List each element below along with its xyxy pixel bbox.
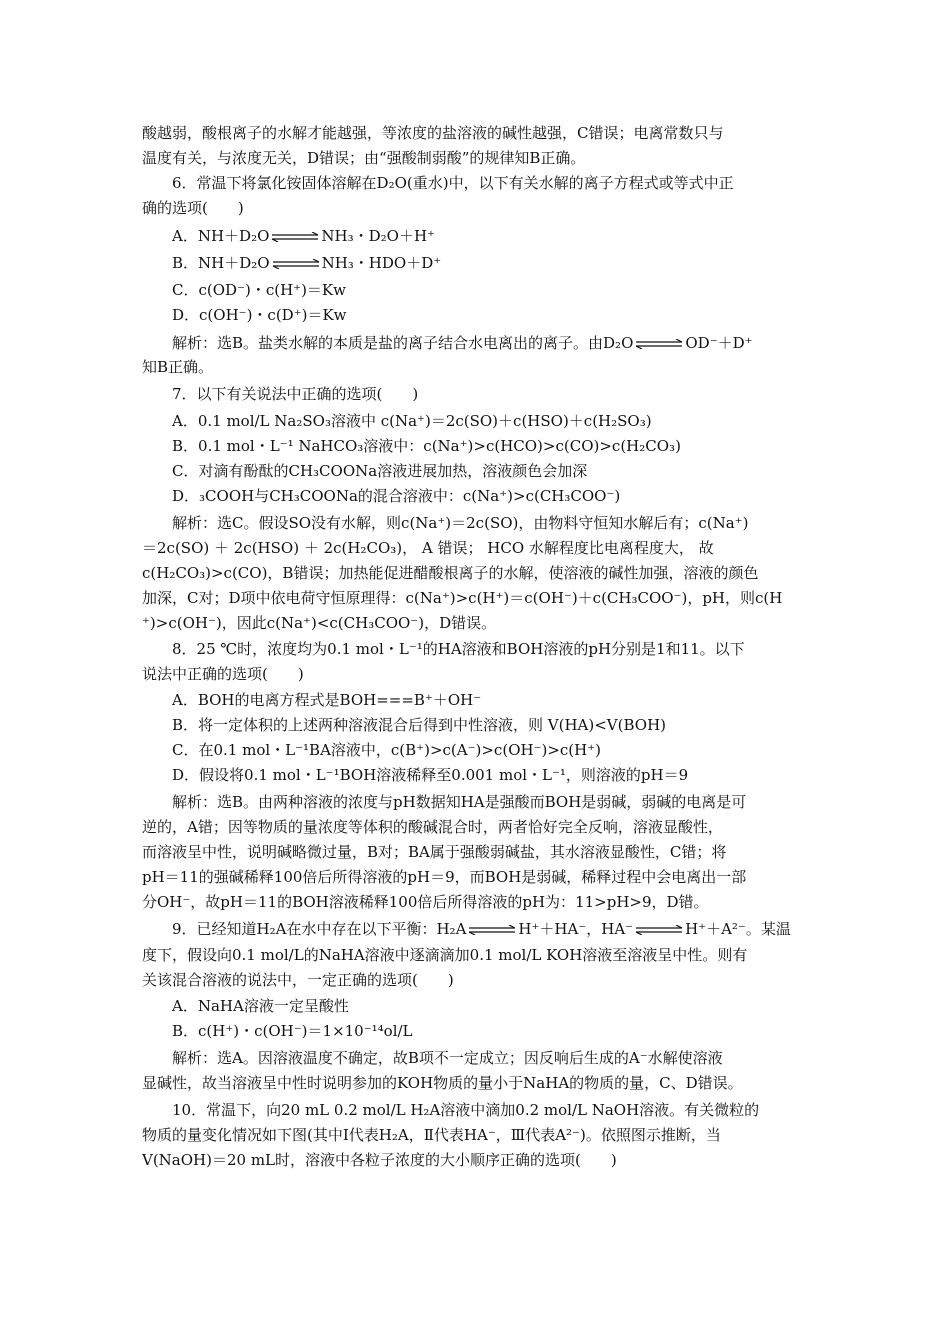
- equilibrium-arrow-icon: [467, 925, 517, 935]
- option-b: B．c(H⁺)・c(OH⁻)＝1×10⁻¹⁴ol/L: [172, 1022, 413, 1040]
- option-b: B．0.1 mol・L⁻¹ NaHCO₃溶液中：c(Na⁺)>c(HCO)>c(CO)>c(H₂CO₃): [172, 437, 681, 455]
- answer-explanation: 解析：选C。假设SO没有水解，则c(Na⁺)＝2c(SO)，由物料守恒知水解后有；c(Na⁺): [172, 514, 749, 532]
- option-a: A．NaHA溶液一定呈酸性: [172, 997, 349, 1015]
- question-text: H⁺＋A²⁻。某温: [685, 920, 791, 938]
- text-line: 逆的，A错；因等物质的量浓度等体积的酸碱混合时，两者恰好完全反响，溶液显酸性，: [142, 818, 723, 836]
- text-line: 酸越弱，酸根离子的水解才能越强，等浓度的盐溶液的碱性越强，C错误；电离常数只与: [142, 124, 724, 142]
- text-line: ＝2c(SO) ＋ 2c(HSO) ＋ 2c(H₂CO₃)， A 错误； HCO 水解程度比电离程度大， 故: [142, 539, 714, 557]
- question-10-stem: V(NaOH)＝20 mL时，溶液中各粒子浓度的大小顺序正确的选项( ): [142, 1151, 617, 1169]
- answer-explanation: [172, 332, 822, 356]
- text-line: c(H₂CO₃)>c(CO)，B错误；加热能促进醋酸根离子的水解，使溶液的碱性加强，溶液的颜色: [142, 564, 759, 582]
- equation-left: A．NH＋D₂O: [172, 227, 270, 245]
- option-b: [172, 252, 822, 276]
- option-c: C．c(OD⁻)・c(H⁺)＝Kw: [172, 281, 346, 299]
- text-line: 而溶液呈中性，说明碱略微过量，B对；BA属于强酸弱碱盐，其水溶液显酸性，C错；将: [142, 843, 727, 861]
- option-a: [172, 225, 822, 249]
- text-line: 显碱性，故当溶液呈中性时说明参加的KOH物质的量小于NaHA的物质的量，C、D错误。: [142, 1074, 743, 1092]
- question-9-stem: [172, 918, 822, 942]
- option-d: D．c(OH⁻)・c(D⁺)＝Kw: [172, 306, 347, 324]
- equilibrium-arrow-icon: [270, 232, 320, 242]
- option-c: C．在0.1 mol・L⁻¹BA溶液中，c(B⁺)>c(A⁻)>c(OH⁻)>c(H⁺): [172, 741, 602, 759]
- option-d: D．假设将0.1 mol・L⁻¹BOH溶液稀释至0.001 mol・L⁻¹，则溶液的pH＝9: [172, 766, 689, 784]
- equation-right: NH₃・D₂O＋H⁺: [321, 227, 435, 245]
- option-c: C．对滴有酚酞的CH₃COONa溶液进展加热，溶液颜色会加深: [172, 462, 588, 480]
- option-d: D．₃COOH与CH₃COONa的混合溶液中：c(Na⁺)>c(CH₃COO⁻): [172, 487, 621, 505]
- text-line: 温度有关，与浓度无关，D错误；由“强酸制弱酸”的规律知B正确。: [142, 149, 586, 167]
- question-7-stem: 7．以下有关说法中正确的选项( ): [172, 385, 419, 403]
- question-9-stem: 关该混合溶液的说法中，一定正确的选项( ): [142, 971, 454, 989]
- text-line: 知B正确。: [142, 358, 214, 376]
- option-a: A．BOH的电离方程式是BOH===B⁺＋OH⁻: [172, 691, 482, 709]
- equation-right: NH₃・HDO＋D⁺: [321, 254, 442, 272]
- explanation-text: OD⁻＋D⁺: [685, 334, 753, 352]
- text-line: pH＝11的强碱稀释100倍后所得溶液的pH＝9，而BOH是弱碱，稀释过程中会电离出一部: [142, 868, 747, 886]
- question-8-stem: 说法中正确的选项( ): [142, 665, 304, 683]
- question-text: 9．已经知道H₂A在水中存在以下平衡：H₂A: [172, 920, 467, 938]
- equation-left: B．NH＋D₂O: [172, 254, 270, 272]
- option-b: B．将一定体积的上述两种溶液混合后得到中性溶液，则 V(HA)<V(BOH): [172, 716, 667, 734]
- equilibrium-arrow-icon: [634, 339, 684, 349]
- text-line: ⁺)>c(OH⁻)，因此c(Na⁺)<c(CH₃COO⁻)，D错误。: [142, 614, 497, 632]
- answer-explanation: 解析：选B。由两种溶液的浓度与pH数据知HA是强酸而BOH是弱碱，弱碱的电离是可: [172, 793, 747, 811]
- question-10-stem: 物质的量变化情况如下图(其中Ⅰ代表H₂A，Ⅱ代表HA⁻，Ⅲ代表A²⁻)。依照图示推断，当: [142, 1126, 721, 1144]
- question-9-stem: 度下，假设向0.1 mol/L的NaHA溶液中逐滴滴加0.1 mol/L KOH溶液至溶液呈中性。则有: [142, 946, 748, 964]
- answer-explanation: 解析：选A。因溶液温度不确定，故B项不一定成立；因反响后生成的A⁻水解使溶液: [172, 1049, 723, 1067]
- question-6-stem: 6．常温下将氯化铵固体溶解在D₂O(重水)中，以下有关水解的离子方程式或等式中正: [172, 174, 734, 192]
- explanation-text: 解析：选B。盐类水解的本质是盐的离子结合水电离出的离子。由D₂O: [172, 334, 634, 352]
- equilibrium-arrow-icon: [634, 925, 684, 935]
- question-10-stem: 10．常温下，向20 mL 0.2 mol/L H₂A溶液中滴加0.2 mol/L NaOH溶液。有关微粒的: [172, 1101, 760, 1119]
- question-6-stem: 确的选项( ): [142, 199, 244, 217]
- question-8-stem: 8．25 ℃时，浓度均为0.1 mol・L⁻¹的HA溶液和BOH溶液的pH分别是1和11。以下: [172, 640, 745, 658]
- equilibrium-arrow-icon: [271, 259, 321, 269]
- question-text: H⁺＋HA⁻，HA⁻: [518, 920, 634, 938]
- text-line: 分OH⁻，故pH＝11的BOH溶液稀释100倍后所得溶液的pH为：11>pH>9，D错。: [142, 893, 709, 911]
- text-line: 加深，C对；D项中依电荷守恒原理得：c(Na⁺)>c(H⁺)＝c(OH⁻)＋c(CH₃COO⁻)，pH，则c(H: [142, 589, 783, 607]
- option-a: A．0.1 mol/L Na₂SO₃溶液中 c(Na⁺)＝2c(SO)＋c(HSO)＋c(H₂SO₃): [172, 412, 652, 430]
